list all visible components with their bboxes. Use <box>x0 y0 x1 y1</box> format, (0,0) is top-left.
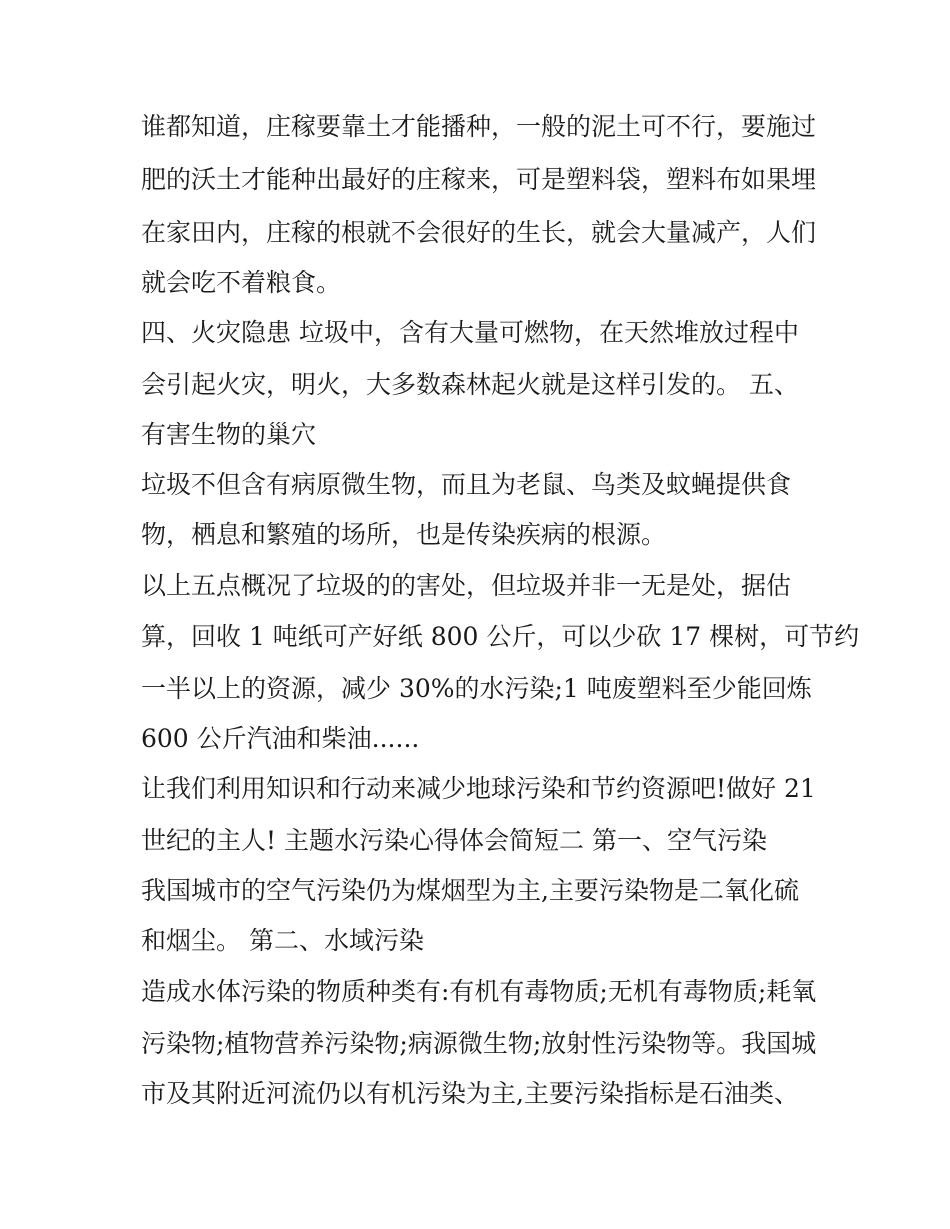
text-line: 肥的沃土才能种出最好的庄稼来，可是塑料袋，塑料布如果埋 <box>141 165 817 194</box>
text-line: 市及其附近河流仍以有机污染为主,主要污染指标是石油类、 <box>141 1079 799 1108</box>
text-line: 物，栖息和繁殖的场所，也是传染疾病的根源。 <box>141 520 667 549</box>
text-line: 造成水体污染的物质种类有:有机有毒物质;无机有毒物质;耗氧 <box>141 977 817 1006</box>
text-line: 让我们利用知识和行动来减少地球污染和节约资源吧!做好 21 <box>141 774 816 803</box>
text-line: 一半以上的资源，减少 30%的水污染;1 吨废塑料至少能回炼 <box>141 674 812 703</box>
text-line: 算，回收 1 吨纸可产好纸 800 公斤，可以少砍 17 棵树，可节约 <box>141 622 860 651</box>
text-line: 600 公斤汽油和柴油...... <box>141 724 420 753</box>
text-line: 四、火灾隐患 垃圾中，含有大量可燃物，在天然堆放过程中 <box>141 318 799 347</box>
text-line: 垃圾不但含有病原微生物，而且为老鼠、鸟类及蚊蝇提供食 <box>141 470 792 499</box>
text-line: 有害生物的巢穴 <box>141 420 317 449</box>
text-line: 我国城市的空气污染仍为煤烟型为主,主要污染物是二氧化硫 <box>141 876 799 905</box>
text-line: 谁都知道，庄稼要靠土才能播种，一般的泥土可不行，要施过 <box>141 112 817 141</box>
text-line: 世纪的主人! 主题水污染心得体会简短二 第一、空气污染 <box>141 826 767 855</box>
text-line: 就会吃不着粮食。 <box>141 268 342 297</box>
text-line: 污染物;植物营养污染物;病源微生物;放射性污染物等。我国城 <box>141 1029 817 1058</box>
text-line: 会引起火灾，明火，大多数森林起火就是这样引发的。 五、 <box>141 370 799 399</box>
text-line: 以上五点概况了垃圾的的害处，但垃圾并非一无是处，据估 <box>141 571 792 600</box>
text-line: 在家田内，庄稼的根就不会很好的生长，就会大量减产，人们 <box>141 218 817 247</box>
text-line: 和烟尘。 第二、水域污染 <box>141 926 424 955</box>
